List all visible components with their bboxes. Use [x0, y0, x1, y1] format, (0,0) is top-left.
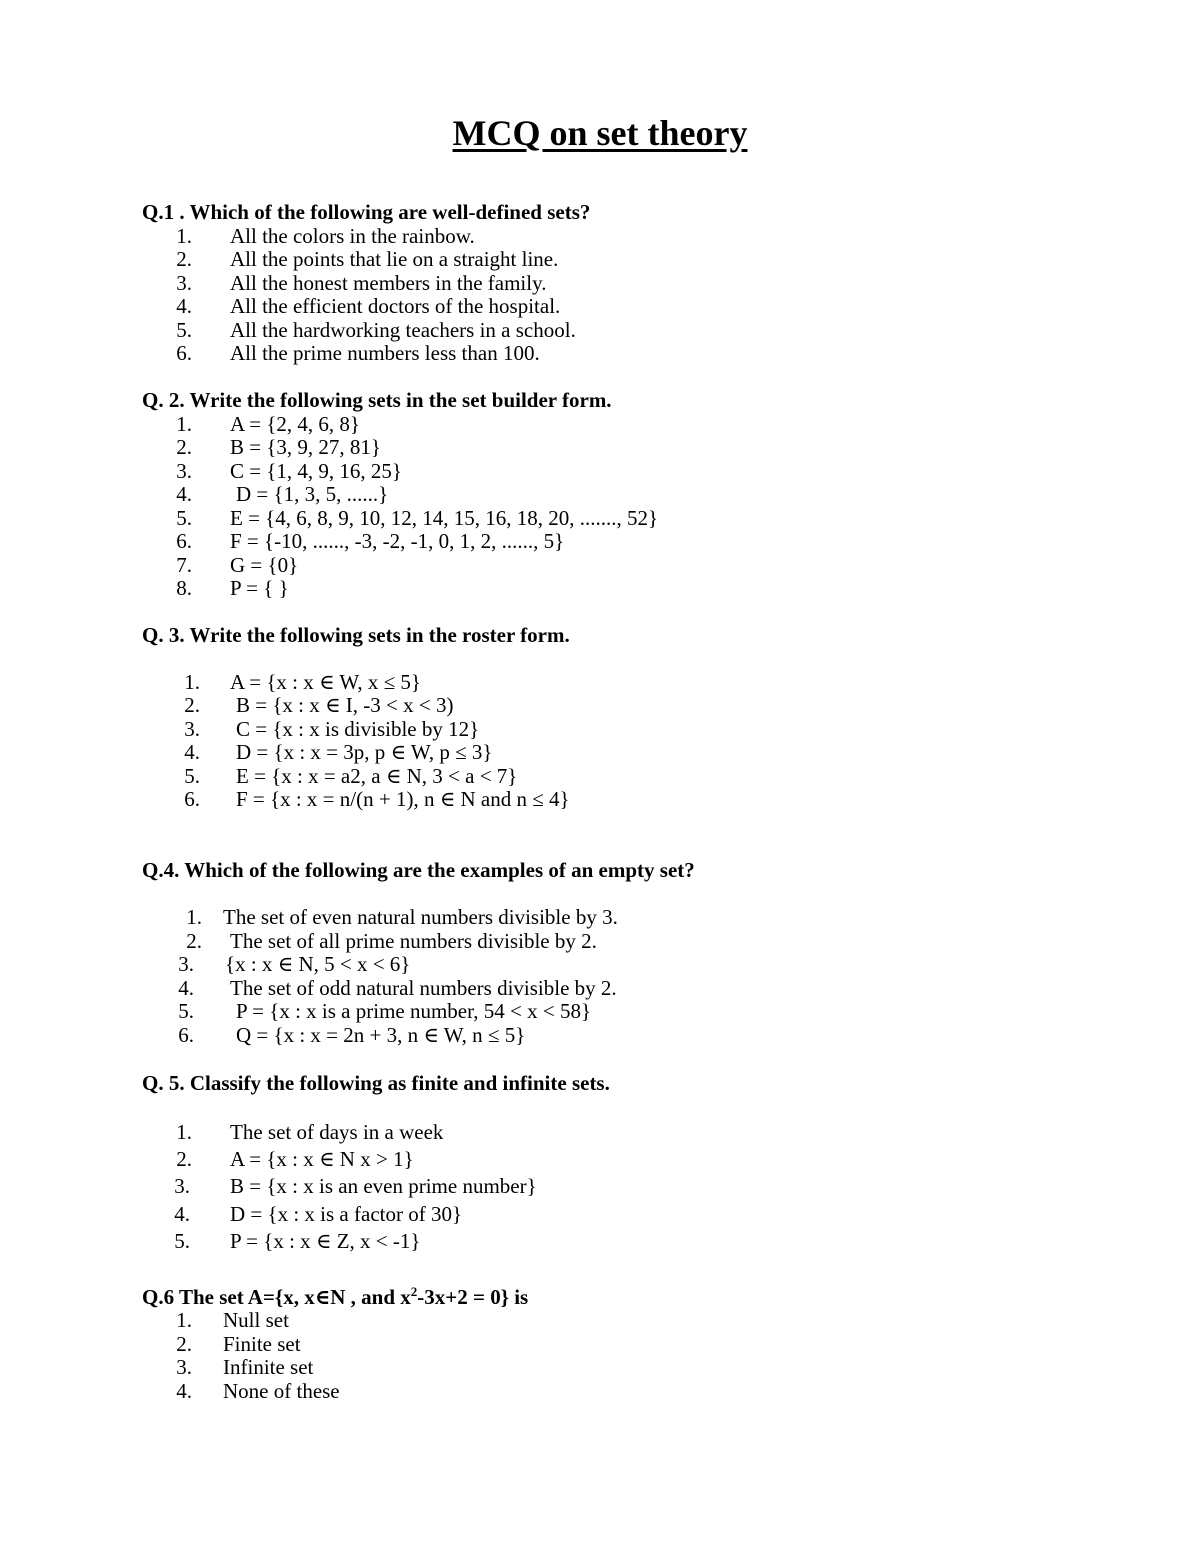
document-page: MCQ on set theory Q.1 . Which of the following are well-defined sets? 1. All the colors in the rainbow. 2. All the points that lie on a straight line. 3. All the honest members in the family. 4. All the efficient doctors of the hospital. 5. All the hardworking teachers in a school. 6. All the prime numbers less than 100. Q. 2. Write the following sets in the set builder form. 1. A = {2, 4, 6, 8} 2. B = {3, 9, 27, 81} 3. C = {1, 4, 9, 16, 25} 4. D = {1, 3, 5, ......} 5. E = {4, 6, 8, 9, 10, 12, 14, 15, 16, 18, 20, ......., 52} 6. F = {-10, ......, -3, -2, -1, 0, 1, 2, ......, 5} 7. G = {0} 8. P = { } Q. 3. Write the following sets in the roster form. 1. A = {x : x ∈ W, x ≤ 5} 2. B = {x : x ∈ I, -3 < x < 3) 3. C = {x : x is divisible by 12} 4. D = {x : x = 3p, p ∈ W, p ≤ 3} 5. E = {x : x = a2, a ∈ N, 3 < a < 7} 6. F = {x : x = n/(n + 1), n ∈ N and n ≤ 4} Q.4. Which of the following are the examples of an empty set? 1. The set of even natural numbers divisible by 3. 2. The set of all prime numbers divisible by 2. 3. {x : x ∈ N, 5 < x < 6} 4. The set of odd natural numbers divisible by 2. 5. P = {x : x is a prime number, 54 < x < 58} 6. Q = {x : x = 2n + 3, n ∈ W, n ≤ 5} Q. 5. Classify the following as finite and infinite sets. 1. The set of days in a week 2. A = {x : x ∈ N x > 1} 3. B = {x : x is an even prime number} 4. D = {x : x is a factor of 30} 5. P = {x : x ∈ Z, x < -1} Q.6 The set A={x, x∈N , and $x^2-3x+2 = 0$} is 1. Null set 2. Finite set 3. Infinite set 4. None of these [0, 0, 1200, 1553]
page-title: MCQ on set theory [452, 113, 748, 153]
question-4-heading: Q.4. Which of the following are the examples of an empty set? [142, 858, 695, 882]
question-1-heading: Q.1 . Which of the following are well-defined sets? [142, 200, 591, 224]
question-6-heading: Q.6 The set A={x, x∈N , and $x^2-3x+2 = 0$} is [142, 1284, 529, 1309]
question-2-heading: Q. 2. Write the following sets in the set builder form. [142, 388, 612, 412]
question-3-heading: Q. 3. Write the following sets in the roster form. [142, 623, 570, 647]
question-5-heading: Q. 5. Classify the following as finite and infinite sets. [142, 1071, 610, 1095]
